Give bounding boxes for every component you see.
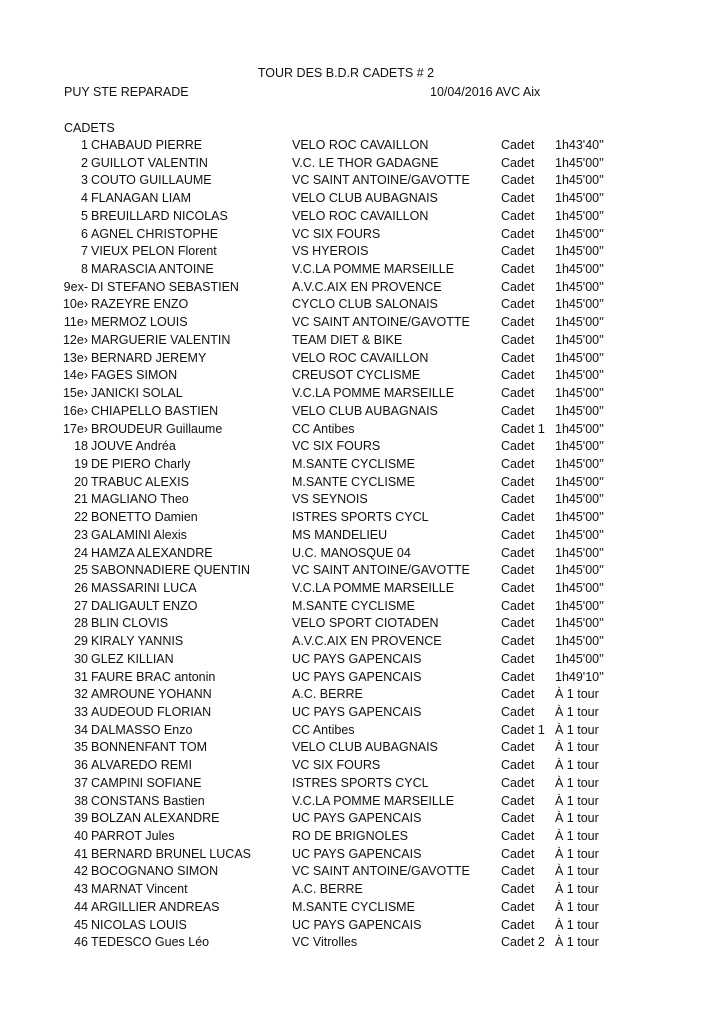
rank-cell: 40 xyxy=(74,829,88,844)
rider-name-cell: MAGLIANO Theo xyxy=(91,492,189,507)
time-cell: 1h45'00'' xyxy=(555,350,604,365)
table-row xyxy=(0,296,725,314)
table-row xyxy=(0,226,725,244)
table-row xyxy=(0,332,725,350)
category-cell: Cadet xyxy=(501,705,535,719)
time-cell: 1h45'00'' xyxy=(555,545,604,560)
category-cell: Cadet xyxy=(501,527,535,542)
club-cell: ISTRES SPORTS CYCL xyxy=(292,510,429,525)
rank-cell: 14e› xyxy=(62,368,88,383)
club-cell: VS SEYNOIS xyxy=(292,492,368,507)
category-cell: Cadet xyxy=(501,563,535,578)
category-cell: Cadet xyxy=(501,138,535,152)
club-cell: UC PAYS GAPENCAIS xyxy=(292,846,422,861)
time-cell: 1h45'00'' xyxy=(555,297,604,312)
category-cell: Cadet xyxy=(501,315,535,330)
rider-name-cell: BONNENFANT TOM xyxy=(91,740,207,755)
rider-name-cell: TRABUC ALEXIS xyxy=(91,474,189,489)
results-table xyxy=(0,137,725,952)
club-cell: VC SAINT ANTOINE/GAVOTTE xyxy=(292,315,470,330)
time-cell: 1h45'00'' xyxy=(555,651,604,666)
time-cell: 1h45'00'' xyxy=(555,598,604,613)
time-cell: À 1 tour xyxy=(555,740,599,755)
time-cell: À 1 tour xyxy=(555,722,599,737)
rank-cell: 42 xyxy=(74,864,88,879)
rank-cell: 21 xyxy=(74,492,88,507)
category-cell: Cadet xyxy=(501,474,535,489)
rank-cell: 24 xyxy=(74,545,88,560)
rider-name-cell: ALVAREDO REMI xyxy=(91,758,192,773)
table-row xyxy=(0,350,725,368)
club-cell: VELO CLUB AUBAGNAIS xyxy=(292,191,438,206)
category-cell: Cadet xyxy=(501,403,535,418)
time-cell: 1h45'00'' xyxy=(555,368,604,383)
time-cell: 1h45'00'' xyxy=(555,474,604,489)
table-row xyxy=(0,598,725,616)
club-cell: CYCLO CLUB SALONAIS xyxy=(292,297,438,312)
rank-cell: 44 xyxy=(74,899,88,914)
category-cell: Cadet xyxy=(501,545,535,560)
club-cell: UC PAYS GAPENCAIS xyxy=(292,651,422,666)
rank-cell: 34 xyxy=(74,722,88,737)
rank-cell: 46 xyxy=(74,935,88,950)
category-cell: Cadet xyxy=(501,226,535,241)
rider-name-cell: FLANAGAN LIAM xyxy=(91,191,192,206)
rank-cell: 18 xyxy=(74,439,88,454)
rider-name-cell: BERNARD JEREMY xyxy=(91,350,207,365)
race-date-organizer: 10/04/2016 AVC Aix xyxy=(430,85,541,99)
rank-cell: 28 xyxy=(74,616,88,631)
table-row xyxy=(0,757,725,775)
time-cell: À 1 tour xyxy=(555,687,599,702)
rank-cell: 33 xyxy=(74,705,88,719)
category-cell: Cadet xyxy=(501,882,535,897)
table-row xyxy=(0,367,725,385)
category-cell: Cadet xyxy=(501,368,535,383)
time-cell: À 1 tour xyxy=(555,811,599,826)
category-cell: Cadet xyxy=(501,244,535,259)
table-row xyxy=(0,243,725,261)
club-cell: VC SAINT ANTOINE/GAVOTTE xyxy=(292,173,470,188)
category-cell: Cadet xyxy=(501,740,535,755)
table-row xyxy=(0,793,725,811)
rank-cell: 13e› xyxy=(62,350,88,365)
category-cell: Cadet xyxy=(501,634,535,649)
category-cell: Cadet xyxy=(501,386,535,401)
table-row xyxy=(0,810,725,828)
rank-cell: 3 xyxy=(81,173,88,188)
page-title: TOUR DES B.D.R CADETS # 2 xyxy=(257,66,435,80)
rank-cell: 6 xyxy=(81,226,88,241)
rank-cell: 9ex- xyxy=(63,279,88,294)
table-row xyxy=(0,562,725,580)
club-cell: UC PAYS GAPENCAIS xyxy=(292,669,422,684)
time-cell: 1h45'00'' xyxy=(555,492,604,507)
rank-cell: 23 xyxy=(74,527,88,542)
table-row xyxy=(0,190,725,208)
time-cell: 1h45'00'' xyxy=(555,332,604,347)
category-cell: Cadet xyxy=(501,864,535,879)
table-row xyxy=(0,527,725,545)
rider-name-cell: VIEUX PELON Florent xyxy=(91,244,217,259)
category-cell: Cadet xyxy=(501,811,535,826)
rider-name-cell: MARGUERIE VALENTIN xyxy=(91,332,231,347)
category-heading: CADETS xyxy=(64,121,115,135)
rider-name-cell: JANICKI SOLAL xyxy=(91,386,183,401)
category-cell: Cadet xyxy=(501,651,535,666)
rider-name-cell: MARNAT Vincent xyxy=(91,882,188,897)
table-row xyxy=(0,828,725,846)
table-row xyxy=(0,208,725,226)
club-cell: VELO ROC CAVAILLON xyxy=(292,138,429,152)
rider-name-cell: CAMPINI SOFIANE xyxy=(91,775,202,790)
table-row xyxy=(0,899,725,917)
category-cell: Cadet xyxy=(501,580,535,595)
rank-cell: 11e› xyxy=(63,315,88,330)
rank-cell: 32 xyxy=(74,687,88,702)
rank-cell: 22 xyxy=(74,510,88,525)
category-cell: Cadet xyxy=(501,173,535,188)
time-cell: 1h45'00'' xyxy=(555,510,604,525)
rank-cell: 30 xyxy=(74,651,88,666)
rider-name-cell: BONETTO Damien xyxy=(91,510,198,525)
club-cell: VC SAINT ANTOINE/GAVOTTE xyxy=(292,864,470,879)
rider-name-cell: CONSTANS Bastien xyxy=(91,793,205,808)
rider-name-cell: DE PIERO Charly xyxy=(91,456,191,471)
club-cell: VELO ROC CAVAILLON xyxy=(292,350,429,365)
rank-cell: 2 xyxy=(81,155,88,170)
rider-name-cell: AGNEL CHRISTOPHE xyxy=(91,226,219,241)
category-cell: Cadet xyxy=(501,297,535,312)
category-cell: Cadet xyxy=(501,829,535,844)
rank-cell: 16e› xyxy=(62,403,88,418)
rider-name-cell: BROUDEUR Guillaume xyxy=(91,421,223,436)
club-cell: V.C.LA POMME MARSEILLE xyxy=(292,386,455,401)
table-row xyxy=(0,722,725,740)
category-cell: Cadet xyxy=(501,846,535,861)
rank-cell: 37 xyxy=(74,775,88,790)
club-cell: MS MANDELIEU xyxy=(292,527,388,542)
club-cell: UC PAYS GAPENCAIS xyxy=(292,811,422,826)
category-cell: Cadet xyxy=(501,616,535,631)
rider-name-cell: MASSARINI LUCA xyxy=(91,580,197,595)
club-cell: TEAM DIET & BIKE xyxy=(292,332,403,347)
time-cell: 1h45'00'' xyxy=(555,421,604,436)
club-cell: VELO ROC CAVAILLON xyxy=(292,208,429,223)
table-row xyxy=(0,261,725,279)
rank-cell: 41 xyxy=(74,846,88,861)
category-cell: Cadet xyxy=(501,279,535,294)
club-cell: V.C.LA POMME MARSEILLE xyxy=(292,580,455,595)
table-row xyxy=(0,172,725,190)
category-cell: Cadet xyxy=(501,758,535,773)
table-row xyxy=(0,863,725,881)
club-cell: V.C.LA POMME MARSEILLE xyxy=(292,262,455,277)
rank-cell: 36 xyxy=(74,758,88,773)
rank-cell: 31 xyxy=(74,669,88,684)
category-cell: Cadet xyxy=(501,687,535,702)
table-row xyxy=(0,509,725,527)
club-cell: M.SANTE CYCLISME xyxy=(292,456,415,471)
rider-name-cell: BOCOGNANO SIMON xyxy=(91,864,219,879)
rank-cell: 26 xyxy=(74,580,88,595)
rider-name-cell: CHABAUD PIERRE xyxy=(91,138,203,152)
time-cell: 1h45'00'' xyxy=(555,208,604,223)
time-cell: À 1 tour xyxy=(555,882,599,897)
time-cell: À 1 tour xyxy=(555,775,599,790)
table-row xyxy=(0,474,725,492)
rider-name-cell: BLIN CLOVIS xyxy=(91,616,169,631)
time-cell: 1h43'40'' xyxy=(555,138,604,152)
table-row xyxy=(0,137,725,155)
club-cell: V.C. LE THOR GADAGNE xyxy=(292,155,439,170)
table-row xyxy=(0,704,725,722)
table-row xyxy=(0,739,725,757)
time-cell: 1h45'00'' xyxy=(555,262,604,277)
time-cell: 1h45'00'' xyxy=(555,173,604,188)
club-cell: VC SIX FOURS xyxy=(292,439,381,454)
category-cell: Cadet xyxy=(501,191,535,206)
club-cell: V.C.LA POMME MARSEILLE xyxy=(292,793,455,808)
table-row xyxy=(0,615,725,633)
table-row xyxy=(0,545,725,563)
club-cell: VC SAINT ANTOINE/GAVOTTE xyxy=(292,563,470,578)
time-cell: 1h45'00'' xyxy=(555,439,604,454)
time-cell: 1h45'00'' xyxy=(555,403,604,418)
category-cell: Cadet xyxy=(501,669,535,684)
time-cell: 1h45'00'' xyxy=(555,226,604,241)
rider-name-cell: BREUILLARD NICOLAS xyxy=(91,208,228,223)
table-row xyxy=(0,917,725,935)
rider-name-cell: BERNARD BRUNEL LUCAS xyxy=(91,846,251,861)
rider-name-cell: PARROT Jules xyxy=(91,829,175,844)
rider-name-cell: FAURE BRAC antonin xyxy=(91,669,216,684)
table-row xyxy=(0,438,725,456)
table-row xyxy=(0,385,725,403)
rank-cell: 8 xyxy=(81,262,88,277)
club-cell: A.C. BERRE xyxy=(292,687,363,702)
rider-name-cell: RAZEYRE ENZO xyxy=(91,297,189,312)
category-cell: Cadet xyxy=(501,510,535,525)
time-cell: À 1 tour xyxy=(555,864,599,879)
table-row xyxy=(0,686,725,704)
time-cell: 1h49'10'' xyxy=(555,669,604,684)
time-cell: 1h45'00'' xyxy=(555,527,604,542)
category-cell: Cadet 1 xyxy=(501,722,545,737)
time-cell: À 1 tour xyxy=(555,899,599,914)
time-cell: 1h45'00'' xyxy=(555,563,604,578)
time-cell: 1h45'00'' xyxy=(555,634,604,649)
rider-name-cell: KIRALY YANNIS xyxy=(91,634,184,649)
rider-name-cell: GALAMINI Alexis xyxy=(91,527,187,542)
time-cell: 1h45'00'' xyxy=(555,315,604,330)
club-cell: VC Vitrolles xyxy=(292,935,358,950)
rank-cell: 38 xyxy=(74,793,88,808)
category-cell: Cadet xyxy=(501,775,535,790)
table-row xyxy=(0,846,725,864)
rider-name-cell: ARGILLIER ANDREAS xyxy=(91,899,220,914)
club-cell: A.C. BERRE xyxy=(292,882,363,897)
club-cell: M.SANTE CYCLISME xyxy=(292,899,415,914)
rank-cell: 1 xyxy=(81,138,88,152)
table-row xyxy=(0,421,725,439)
time-cell: À 1 tour xyxy=(555,829,599,844)
rider-name-cell: GLEZ KILLIAN xyxy=(91,651,174,666)
table-row xyxy=(0,580,725,598)
table-row xyxy=(0,669,725,687)
category-cell: Cadet xyxy=(501,262,535,277)
rank-cell: 29 xyxy=(74,634,88,649)
rank-cell: 20 xyxy=(74,474,88,489)
rank-cell: 10e› xyxy=(62,297,88,312)
rank-cell: 19 xyxy=(74,456,88,471)
table-row xyxy=(0,314,725,332)
rank-cell: 39 xyxy=(74,811,88,826)
rider-name-cell: NICOLAS LOUIS xyxy=(91,917,187,932)
table-row xyxy=(0,881,725,899)
rider-name-cell: SABONNADIERE QUENTIN xyxy=(91,563,251,578)
club-cell: CC Antibes xyxy=(292,421,355,436)
time-cell: 1h45'00'' xyxy=(555,244,604,259)
rank-cell: 7 xyxy=(81,244,88,259)
category-cell: Cadet 2 xyxy=(501,935,545,950)
category-cell: Cadet 1 xyxy=(501,421,545,436)
category-cell: Cadet xyxy=(501,793,535,808)
club-cell: VC SIX FOURS xyxy=(292,758,381,773)
rider-name-cell: FAGES SIMON xyxy=(91,368,178,383)
rank-cell: 35 xyxy=(74,740,88,755)
club-cell: VC SIX FOURS xyxy=(292,226,381,241)
rank-cell: 25 xyxy=(74,563,88,578)
club-cell: A.V.C.AIX EN PROVENCE xyxy=(292,279,442,294)
time-cell: 1h45'00'' xyxy=(555,456,604,471)
time-cell: 1h45'00'' xyxy=(555,580,604,595)
table-row xyxy=(0,775,725,793)
club-cell: A.V.C.AIX EN PROVENCE xyxy=(292,634,442,649)
table-row xyxy=(0,403,725,421)
category-cell: Cadet xyxy=(501,439,535,454)
club-cell: VELO CLUB AUBAGNAIS xyxy=(292,740,438,755)
table-row xyxy=(0,934,725,952)
club-cell: VELO CLUB AUBAGNAIS xyxy=(292,403,438,418)
rank-cell: 5 xyxy=(81,208,88,223)
table-row xyxy=(0,491,725,509)
club-cell: CREUSOT CYCLISME xyxy=(292,368,421,383)
rank-cell: 43 xyxy=(74,882,88,897)
rider-name-cell: DALIGAULT ENZO xyxy=(91,598,198,613)
club-cell: UC PAYS GAPENCAIS xyxy=(292,917,422,932)
category-cell: Cadet xyxy=(501,350,535,365)
table-row xyxy=(0,633,725,651)
category-cell: Cadet xyxy=(501,332,535,347)
rider-name-cell: JOUVE Andréa xyxy=(91,439,176,454)
time-cell: À 1 tour xyxy=(555,846,599,861)
rider-name-cell: DALMASSO Enzo xyxy=(91,722,193,737)
table-row xyxy=(0,651,725,669)
table-row xyxy=(0,155,725,173)
rider-name-cell: DI STEFANO SEBASTIEN xyxy=(91,279,239,294)
time-cell: À 1 tour xyxy=(555,705,599,719)
club-cell: M.SANTE CYCLISME xyxy=(292,474,415,489)
rider-name-cell: GUILLOT VALENTIN xyxy=(91,155,208,170)
club-cell: U.C. MANOSQUE 04 xyxy=(292,545,411,560)
rider-name-cell: MERMOZ LOUIS xyxy=(91,315,188,330)
rider-name-cell: AUDEOUD FLORIAN xyxy=(91,705,212,719)
table-row xyxy=(0,279,725,297)
rider-name-cell: COUTO GUILLAUME xyxy=(91,173,212,188)
category-cell: Cadet xyxy=(501,456,535,471)
club-cell: ISTRES SPORTS CYCL xyxy=(292,775,429,790)
rank-cell: 12e› xyxy=(62,332,88,347)
category-cell: Cadet xyxy=(501,155,535,170)
club-cell: RO DE BRIGNOLES xyxy=(292,829,408,844)
time-cell: 1h45'00'' xyxy=(555,191,604,206)
time-cell: À 1 tour xyxy=(555,758,599,773)
rider-name-cell: TEDESCO Gues Léo xyxy=(91,935,210,950)
race-location: PUY STE REPARADE xyxy=(64,85,189,99)
time-cell: À 1 tour xyxy=(555,793,599,808)
club-cell: M.SANTE CYCLISME xyxy=(292,598,415,613)
category-cell: Cadet xyxy=(501,598,535,613)
time-cell: 1h45'00'' xyxy=(555,616,604,631)
rider-name-cell: BOLZAN ALEXANDRE xyxy=(91,811,220,826)
time-cell: À 1 tour xyxy=(555,935,599,950)
rank-cell: 15e› xyxy=(62,386,88,401)
time-cell: À 1 tour xyxy=(555,917,599,932)
club-cell: UC PAYS GAPENCAIS xyxy=(292,705,422,719)
category-cell: Cadet xyxy=(501,492,535,507)
rider-name-cell: CHIAPELLO BASTIEN xyxy=(91,403,219,418)
rank-cell: 45 xyxy=(74,917,88,932)
rank-cell: 4 xyxy=(81,191,88,206)
rider-name-cell: MARASCIA ANTOINE xyxy=(91,262,214,277)
category-cell: Cadet xyxy=(501,917,535,932)
rank-cell: 17e› xyxy=(62,421,88,436)
club-cell: CC Antibes xyxy=(292,722,355,737)
category-cell: Cadet xyxy=(501,899,535,914)
time-cell: 1h45'00'' xyxy=(555,386,604,401)
time-cell: 1h45'00'' xyxy=(555,155,604,170)
category-cell: Cadet xyxy=(501,208,535,223)
time-cell: 1h45'00'' xyxy=(555,279,604,294)
rank-cell: 27 xyxy=(74,598,88,613)
club-cell: VS HYEROIS xyxy=(292,244,369,259)
table-row xyxy=(0,456,725,474)
rider-name-cell: AMROUNE YOHANN xyxy=(91,687,212,702)
rider-name-cell: HAMZA ALEXANDRE xyxy=(91,545,213,560)
club-cell: VELO SPORT CIOTADEN xyxy=(292,616,439,631)
